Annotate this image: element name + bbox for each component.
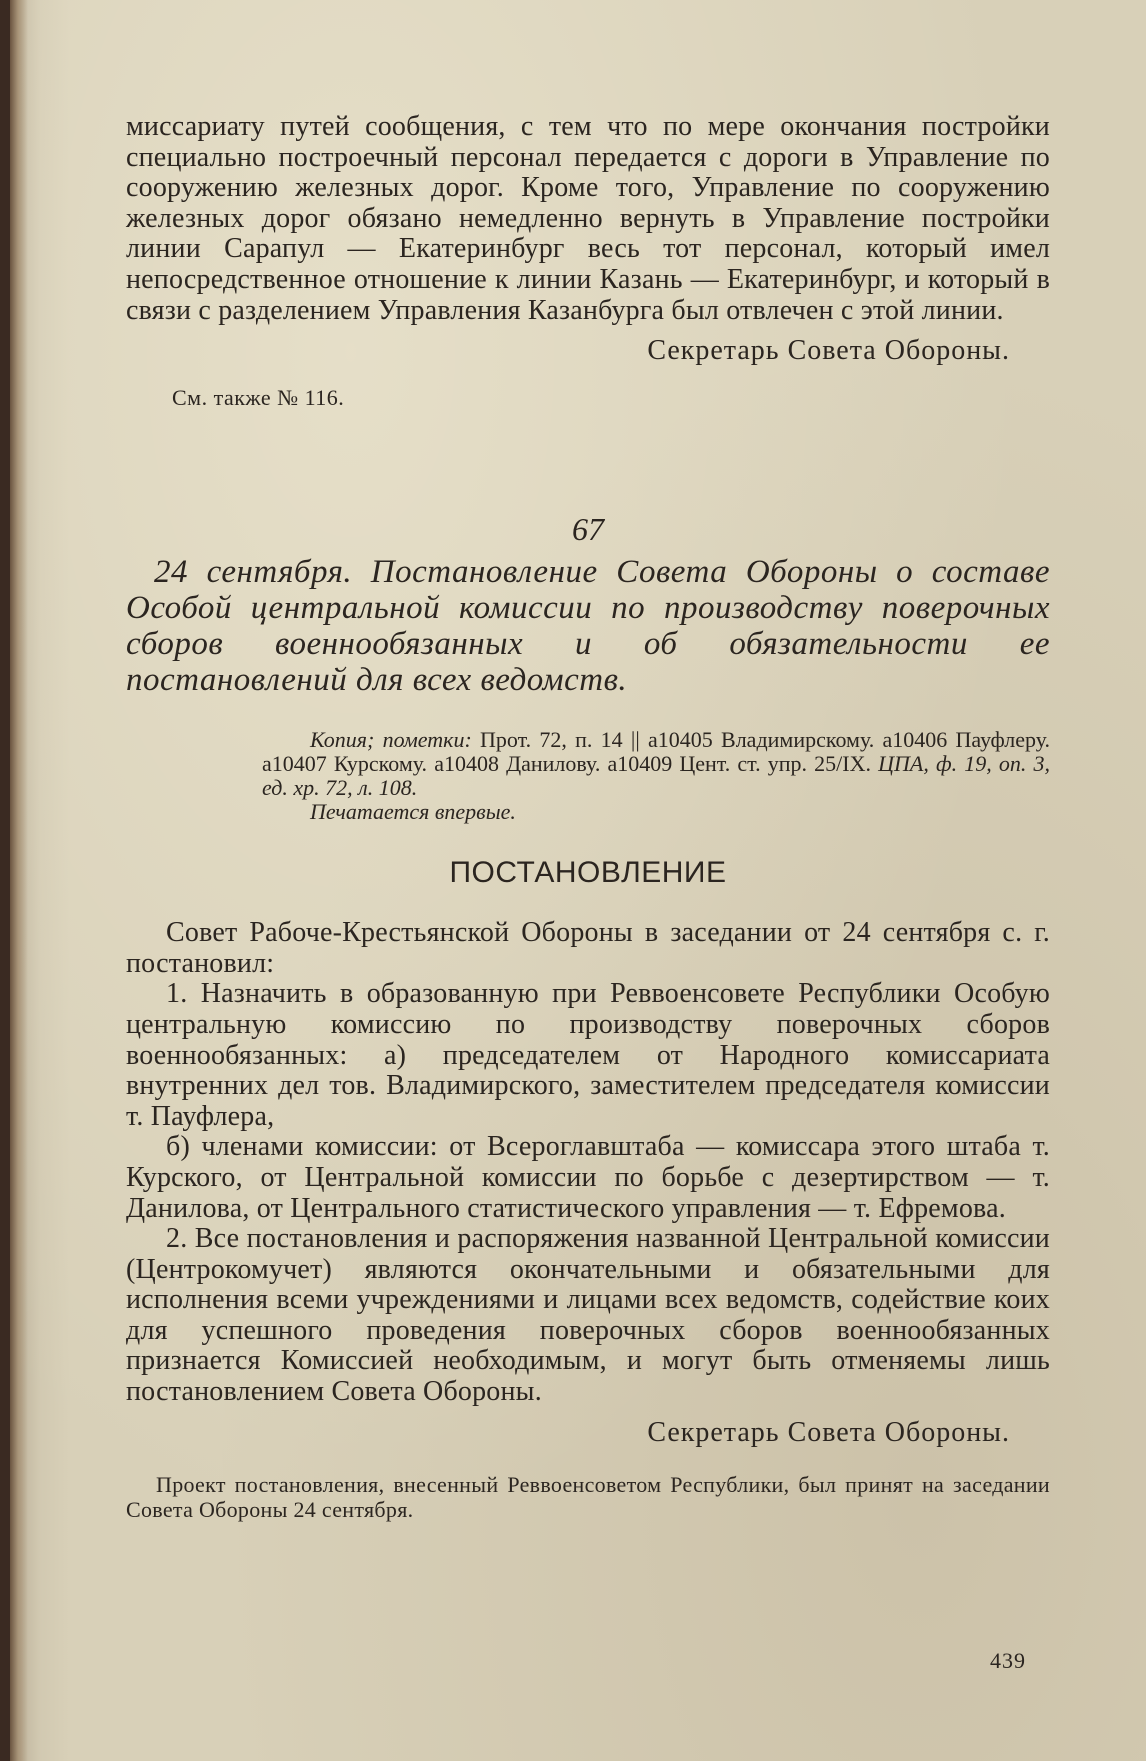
see-also-reference: См. также № 116. xyxy=(172,385,345,411)
archive-reference: ЦПА, ф. 19, оп. 3, ед. хр. 72, л. 108. xyxy=(262,751,1051,801)
source-label: Копия; пометки: xyxy=(310,727,472,753)
resolution-item-1: 1. Назначить в образованную при Реввоенсовете Республики Особую центральную комиссию по производству поверочных сборов военнообязанных: а) председателем от Народного комиссариата внутренних дел тов. Владимирского, заместителем председателя комиссии т. Пауфлера, xyxy=(126,978,1050,1132)
footnote: Проект постановления, внесенный Реввоенсоветом Республики, был принят на заседании Совета Обороны 24 сентября. xyxy=(126,1471,1050,1522)
source-text xyxy=(262,728,1050,800)
document-number: 67 xyxy=(572,511,604,548)
signature-secretary-1: Секретарь Совета Обороны. xyxy=(647,335,1010,367)
resolution-body xyxy=(126,918,1050,1408)
signature-secretary-2: Секретарь Совета Обороны. xyxy=(647,1416,1010,1448)
document-heading: 24 сентября. Постановление Совета Обороны о составе Особой центральной комиссии по производству поверочных сборов военнообязанных и об обязательности ее постановлений для всех ведомств. xyxy=(126,554,1050,699)
page-content xyxy=(126,112,1050,1522)
resolution-intro: Совет Рабоче-Крестьянской Обороны в заседании от 24 сентября с. г. постановил: xyxy=(126,917,1050,979)
book-page xyxy=(10,0,1146,1761)
resolution-item-1b: б) членами комиссии: от Всероглавштаба — комиссара этого штаба т. Курского, от Центральной комиссии по борьбе с дезертирством — т. Данилова, от Центрального статистического управления — т. Ефремова. xyxy=(126,1131,1050,1224)
resolution-title: ПОСТАНОВЛЕНИЕ xyxy=(449,856,727,890)
binding-edge xyxy=(10,0,28,1761)
source-annotation xyxy=(262,728,1050,824)
page-number: 439 xyxy=(990,1648,1026,1673)
printed-first-note: Печатается впервые. xyxy=(310,799,516,825)
source-marks: Прот. 72, п. 14 || а10405 Владимирскому. а10406 Пауфлеру. а10407 Курскому. а10408 Данилову. а10409 Цент. ст. упр. 25/IX. xyxy=(262,727,1050,777)
continued-paragraph: миссариату путей сообщения, с тем что по мере окончания постройки специально построечный персонал передается с дороги в Управление по сооружению железных дорог. Кроме того, Управление по сооружению железных дорог обязано немедленно вернуть в Управление постройки линии Сарапул — Екатеринбург весь тот персонал, который имел непосредственное отношение к линии Казань — Екатеринбург, и который в связи с разделением Управления Казанбурга был отвлечен с этой линии. xyxy=(126,111,1050,326)
resolution-item-2: 2. Все постановления и распоряжения названной Центральной комиссии (Центрокомучет) являются окончательными и обязательными для исполнения всеми учреждениями и лицами всех ведомств, содействие коих для успешного проведения поверочных сборов военнообязанных признается Комиссией необходимым, и могут быть отменяемы лишь постановлением Совета Обороны. xyxy=(126,1223,1050,1408)
